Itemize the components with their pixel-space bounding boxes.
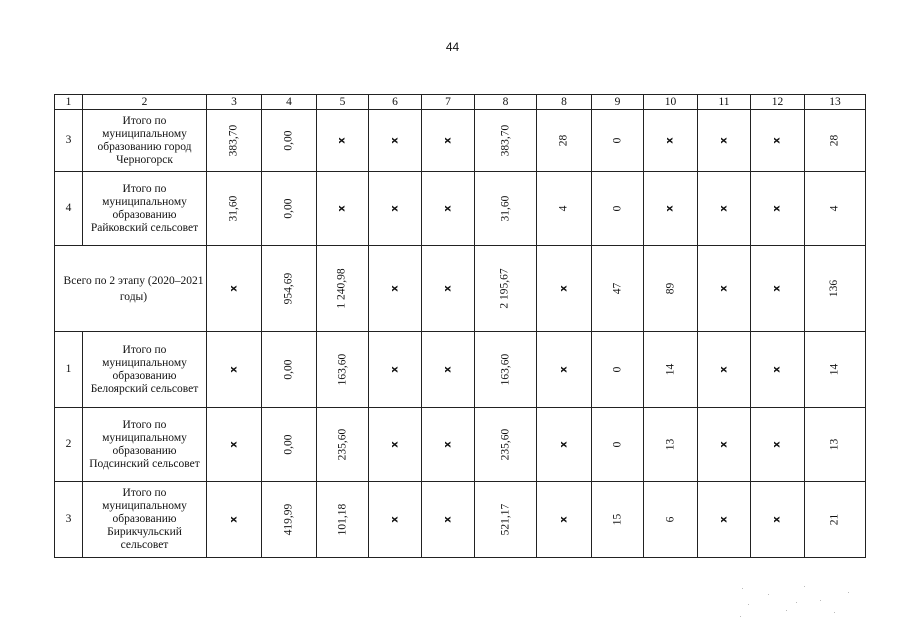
cell [369, 332, 422, 408]
cell [475, 332, 537, 408]
row-number: 1 [55, 332, 83, 408]
cell [805, 482, 866, 558]
cell [805, 246, 866, 332]
cell [422, 408, 475, 482]
cell [207, 246, 262, 332]
cell [751, 408, 805, 482]
cell-value: 28 [557, 134, 570, 147]
cell-value: 31,60 [227, 195, 240, 222]
cell-value: 14 [664, 363, 676, 376]
cell [805, 332, 866, 408]
cell-value: 0 [611, 366, 623, 373]
cell-value: 0 [611, 137, 623, 144]
table-row [55, 482, 866, 558]
cell [644, 408, 698, 482]
cell [592, 408, 644, 482]
cell [751, 110, 805, 172]
cell [475, 110, 537, 172]
cell-value: 13 [828, 438, 841, 451]
column-number: 4 [262, 95, 317, 110]
cell-value: 0,00 [282, 198, 295, 219]
cell [317, 332, 369, 408]
cell [592, 482, 644, 558]
cell-value: 21 [828, 513, 841, 526]
cell-value: 954,69 [282, 272, 295, 305]
cell-value: x [442, 205, 454, 212]
cell [644, 172, 698, 246]
cell [475, 482, 537, 558]
cell-value: x [336, 137, 348, 144]
cell-value: x [389, 366, 401, 373]
cell-value: x [442, 366, 454, 373]
cell-value: x [558, 441, 570, 448]
cell [698, 110, 751, 172]
cell-value: x [771, 137, 783, 144]
cell [262, 332, 317, 408]
cell [317, 110, 369, 172]
cell [475, 246, 537, 332]
cell [698, 332, 751, 408]
cell [805, 408, 866, 482]
row-number: 3 [55, 482, 83, 558]
cell [422, 482, 475, 558]
cell [644, 110, 698, 172]
table-row [55, 332, 866, 408]
cell [475, 172, 537, 246]
column-number: 13 [805, 95, 866, 110]
cell [262, 482, 317, 558]
column-number-row [55, 95, 866, 110]
cell-value: 28 [828, 134, 841, 147]
cell-value: 13 [664, 438, 676, 451]
cell-value: 15 [611, 513, 623, 526]
cell-value: x [389, 285, 401, 292]
cell-value: x [718, 205, 730, 212]
cell [369, 110, 422, 172]
report-table [54, 94, 866, 558]
cell-value: x [442, 137, 454, 144]
cell-value: 136 [828, 279, 841, 298]
row-number: 2 [55, 408, 83, 482]
cell [751, 482, 805, 558]
cell [644, 332, 698, 408]
cell-value: x [228, 366, 240, 373]
table-row [55, 110, 866, 172]
cell [369, 172, 422, 246]
table-row [55, 408, 866, 482]
cell [207, 172, 262, 246]
cell-value: x [771, 441, 783, 448]
cell [369, 408, 422, 482]
cell [475, 408, 537, 482]
cell [537, 246, 592, 332]
cell-value: 0,00 [282, 130, 295, 151]
cell-value: 0 [611, 205, 623, 212]
cell-value: x [389, 441, 401, 448]
cell-value: x [558, 516, 570, 523]
cell-value: 31,60 [499, 195, 511, 222]
cell-value: 1 240,98 [336, 268, 348, 309]
cell [369, 246, 422, 332]
cell-value: x [442, 285, 454, 292]
cell-value: x [718, 285, 730, 292]
page-number: 44 [445, 40, 460, 54]
cell-value: x [718, 516, 730, 523]
cell-value: x [771, 205, 783, 212]
cell-value: 4 [828, 205, 841, 212]
cell [698, 172, 751, 246]
cell [262, 172, 317, 246]
cell-value: x [718, 137, 730, 144]
cell [422, 246, 475, 332]
cell [537, 332, 592, 408]
table-row-total [55, 246, 866, 332]
cell-value: x [389, 205, 401, 212]
cell-value: x [718, 441, 730, 448]
cell-value: x [442, 441, 454, 448]
row-name: Итого по муниципальному образованию город Черногорск [83, 110, 207, 172]
cell-value: 14 [828, 363, 841, 376]
row-name: Итого по муниципальному образованию Райковский сельсовет [83, 172, 207, 246]
cell-value: 235,60 [499, 428, 511, 461]
cell-value: x [558, 366, 570, 373]
cell-value: 2 195,67 [499, 268, 511, 309]
cell-value: x [771, 516, 783, 523]
cell-value: 6 [664, 516, 676, 523]
column-number: 10 [644, 95, 698, 110]
cell-value: 521,17 [499, 503, 511, 536]
cell [805, 110, 866, 172]
cell [262, 246, 317, 332]
cell-value: 101,18 [336, 503, 348, 536]
cell-value: x [336, 205, 348, 212]
row-number: 3 [55, 110, 83, 172]
cell-value: x [718, 366, 730, 373]
column-number: 9 [592, 95, 644, 110]
cell [207, 110, 262, 172]
column-number: 5 [317, 95, 369, 110]
cell-value: 0 [611, 441, 623, 448]
cell-value: 163,60 [499, 353, 511, 386]
cell [698, 408, 751, 482]
column-number: 6 [369, 95, 422, 110]
cell [537, 408, 592, 482]
cell-value: 89 [664, 282, 676, 295]
cell [751, 172, 805, 246]
cell [207, 408, 262, 482]
cell-value: x [389, 137, 401, 144]
cell [644, 482, 698, 558]
cell [592, 332, 644, 408]
cell [537, 482, 592, 558]
cell [422, 172, 475, 246]
column-number: 11 [698, 95, 751, 110]
cell [422, 332, 475, 408]
cell-value: 0,00 [282, 434, 295, 455]
cell-value: x [228, 441, 240, 448]
cell [262, 408, 317, 482]
cell-value: x [228, 516, 240, 523]
cell-value: x [442, 516, 454, 523]
cell [592, 246, 644, 332]
cell [592, 110, 644, 172]
cell-value: 0,00 [282, 359, 295, 380]
cell [644, 246, 698, 332]
cell [422, 110, 475, 172]
cell-value: x [771, 366, 783, 373]
row-number: 4 [55, 172, 83, 246]
cell [751, 246, 805, 332]
column-number: 1 [55, 95, 83, 110]
column-number: 12 [751, 95, 805, 110]
scan-artifact [738, 582, 858, 622]
cell-value: 383,70 [499, 124, 511, 157]
cell-value: x [558, 285, 570, 292]
cell [207, 332, 262, 408]
cell [592, 172, 644, 246]
cell-value: x [771, 285, 783, 292]
cell [317, 482, 369, 558]
cell [537, 172, 592, 246]
row-name: Итого по муниципальному образованию Белоярский сельсовет [83, 332, 207, 408]
table-row [55, 172, 866, 246]
column-number: 8 [537, 95, 592, 110]
cell-value: 383,70 [227, 124, 240, 157]
cell [698, 246, 751, 332]
cell-value: 419,99 [282, 503, 295, 536]
cell [805, 172, 866, 246]
cell-value: x [389, 516, 401, 523]
row-name: Итого по муниципальному образованию Бирикчульский сельсовет [83, 482, 207, 558]
column-number: 7 [422, 95, 475, 110]
cell [698, 482, 751, 558]
column-number: 2 [83, 95, 207, 110]
column-number: 3 [207, 95, 262, 110]
cell [317, 172, 369, 246]
cell [369, 482, 422, 558]
cell [207, 482, 262, 558]
cell [317, 246, 369, 332]
cell-value: 163,60 [336, 353, 348, 386]
cell-value: 235,60 [336, 428, 348, 461]
column-number: 8 [475, 95, 537, 110]
row-name: Итого по муниципальному образованию Подсинский сельсовет [83, 408, 207, 482]
cell-value: x [664, 205, 676, 212]
cell-value: 47 [611, 282, 623, 295]
row-name: Всего по 2 этапу (2020–2021 годы) [55, 246, 207, 332]
cell [537, 110, 592, 172]
cell-value: x [228, 285, 240, 292]
cell [317, 408, 369, 482]
cell [751, 332, 805, 408]
cell-value: x [664, 137, 676, 144]
cell [262, 110, 317, 172]
cell-value: 4 [557, 205, 570, 212]
